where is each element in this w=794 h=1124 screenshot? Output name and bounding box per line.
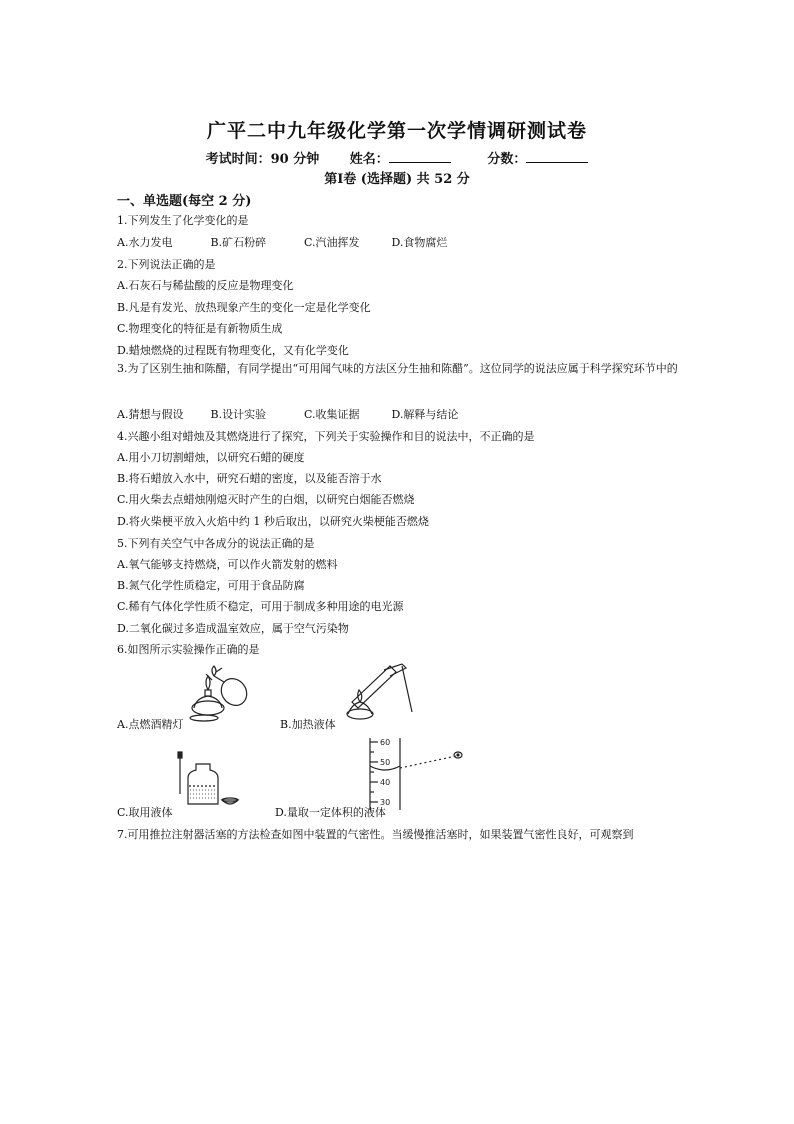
question-1-options: [117, 234, 447, 250]
question-6-stem: 6.如图所示实验操作正确的是: [117, 643, 260, 656]
option-b: B.设计实验: [210, 408, 267, 421]
question-5-option-c: C.稀有气体化学性质不稳定，可用于制成多种用途的电光源: [117, 600, 404, 613]
question-5-option-a: A.氧气能够支持燃烧，可以作火箭发射的燃料: [117, 558, 338, 571]
question-3-options: [117, 406, 458, 422]
question-7-stem: 7.可用推拉注射器活塞的方法检查如图中装置的气密性。当缓慢推活塞时，如果装置气密性良好，可观察到: [117, 828, 634, 841]
question-2-option-b: B.凡是有发光、放热现象产生的变化一定是化学变化: [117, 301, 371, 314]
score-blank[interactable]: [526, 150, 588, 163]
figure-a-label: A.点燃酒精灯: [117, 718, 184, 731]
volume-heading: 第Ⅰ卷 (选择题) 共 52 分: [324, 172, 470, 187]
exam-title: 广平二中九年级化学第一次学情调研测试卷: [206, 120, 587, 142]
question-4-stem: 4.兴趣小组对蜡烛及其燃烧进行了探究，下列关于实验操作和目的说法中，不正确的是: [117, 430, 535, 443]
question-4-option-b: B.将石蜡放入水中，研究石蜡的密度，以及能否溶于水: [117, 472, 382, 485]
question-3-stem: 3.为了区别生抽和陈醋，有同学提出“可用闻气味的方法区分生抽和陈醋”。这位同学的说法应属于科学探究环节中的: [117, 362, 678, 375]
question-2-option-a: A.石灰石与稀盐酸的反应是物理变化: [117, 279, 294, 292]
option-d: D.食物腐烂: [391, 236, 448, 249]
tick-label-50: 50: [380, 758, 391, 767]
name-label: 姓名：: [349, 152, 389, 167]
question-4-option-c: C.用火柴去点蜡烛刚熄灭时产生的白烟，以研究白烟能否燃烧: [117, 493, 415, 506]
option-d: D.解释与结论: [391, 408, 459, 421]
exam-time: 考试时间：90 分钟: [205, 152, 320, 167]
option-c: C.收集证据: [304, 408, 360, 421]
figure-c-label: C.取用液体: [117, 806, 173, 819]
figure-d-label: D.量取一定体积的液体: [275, 806, 386, 819]
question-5-option-d: D.二氧化碳过多造成温室效应，属于空气污染物: [117, 622, 349, 635]
reagent-bottle-figure: [168, 750, 248, 812]
alcohol-lamp-figure: [186, 662, 256, 722]
figure-b-label: B.加热液体: [280, 718, 336, 731]
question-1-stem: 1.下列发生了化学变化的是: [117, 214, 249, 227]
section-heading: 一、单选题(每空 2 分): [117, 194, 252, 209]
question-2-option-c: C.物理变化的特征是有新物质生成: [117, 322, 283, 335]
question-2-option-d: D.蜡烛燃烧的过程既有物理变化，又有化学变化: [117, 344, 349, 357]
name-blank[interactable]: [389, 150, 451, 163]
tick-label-60: 60: [380, 738, 391, 747]
option-c: C.汽油挥发: [304, 236, 360, 249]
heating-liquid-figure: [340, 660, 420, 722]
question-4-option-d: D.将火柴梗平放入火焰中约 1 秒后取出，以研究火柴梗能否燃烧: [117, 515, 429, 528]
question-4-option-a: A.用小刀切割蜡烛，以研究石蜡的硬度: [117, 451, 305, 464]
question-2-stem: 2.下列说法正确的是: [117, 258, 216, 271]
option-a: A.猜想与假设: [117, 408, 184, 421]
graduated-cylinder-figure: [366, 734, 476, 812]
tick-label-30: 30: [380, 798, 391, 807]
tick-label-40: 40: [380, 778, 391, 787]
question-5-option-b: B.氮气化学性质稳定，可用于食品防腐: [117, 579, 305, 592]
question-5-stem: 5.下列有关空气中各成分的说法正确的是: [117, 537, 315, 550]
exam-meta: [0, 148, 794, 167]
option-a: A.水力发电: [117, 236, 173, 249]
option-b: B.矿石粉碎: [210, 236, 267, 249]
score-label: 分数：: [487, 152, 527, 167]
